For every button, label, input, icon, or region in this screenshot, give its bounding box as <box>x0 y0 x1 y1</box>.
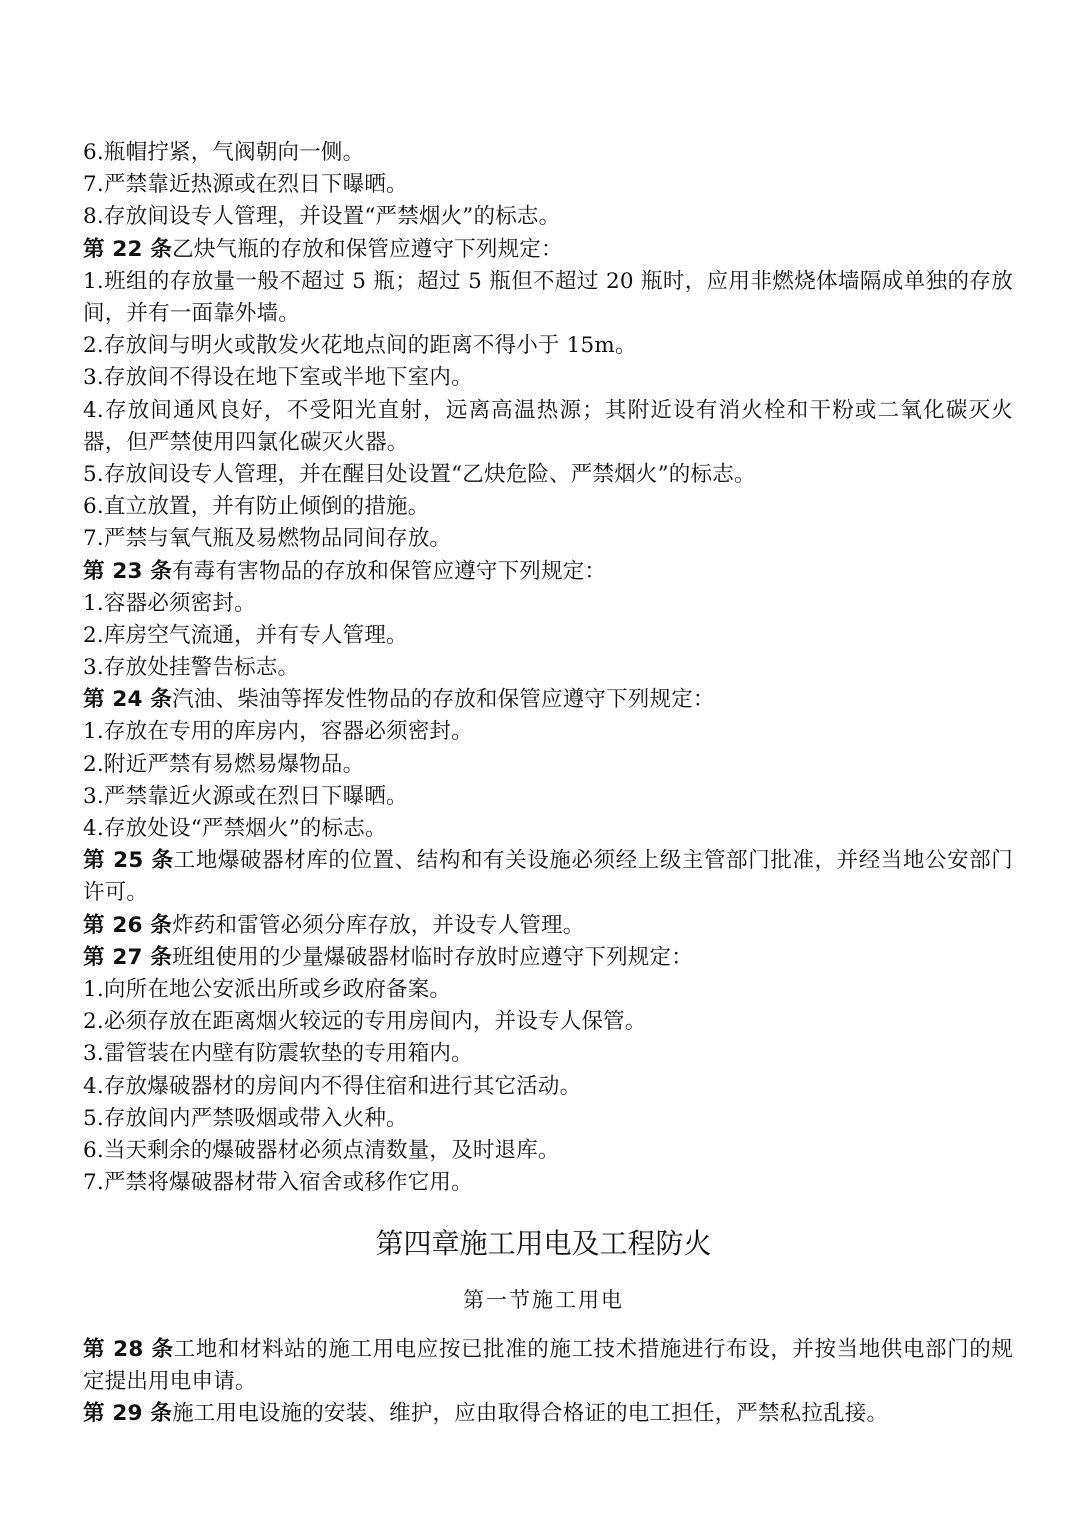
list-item: 6.瓶帽拧紧，气阀朝向一侧。 <box>83 140 365 165</box>
list-item: 5.存放间设专人管理，并在醒目处设置“乙炔危险、严禁烟火”的标志。 <box>83 461 756 487</box>
list-item: 3.严禁靠近火源或在烈日下曝晒。 <box>83 783 408 809</box>
list-item: 3.雷管装在内壁有防震软垫的专用箱内。 <box>83 1041 473 1067</box>
list-item: 6.直立放置，并有防止倾倒的措施。 <box>83 494 430 520</box>
article-heading: 第 27 条班组使用的少量爆破器材临时存放时应遵守下列规定： <box>83 944 693 970</box>
article-number: 第 23 条 <box>83 558 173 584</box>
article-heading: 第 22 条乙炔气瓶的存放和保管应遵守下列规定： <box>83 236 563 262</box>
article-number: 第 22 条 <box>83 236 173 262</box>
list-item: 5.存放间内严禁吸烟或带入火种。 <box>83 1105 408 1131</box>
section-title: 第一节施工用电 <box>463 1288 624 1312</box>
article-list-lower <box>83 1334 1013 1431</box>
list-item: 4.存放爆破器材的房间内不得住宿和进行其它活动。 <box>83 1073 582 1099</box>
list-item: 8.存放间设专人管理，并设置“严禁烟火”的标志。 <box>83 204 561 230</box>
article-heading: 第 26 条炸药和雷管必须分库存放，并设专人管理。 <box>83 912 585 938</box>
article-heading: 第 25 条工地爆破器材库的位置、结构和有关设施必须经上级主管部门批准，并经当地公安部门许可。 <box>83 848 1013 906</box>
article-number: 第 26 条 <box>83 912 173 938</box>
list-item: 1.容器必须密封。 <box>83 590 256 616</box>
list-item: 4.存放处设“严禁烟火”的标志。 <box>83 816 387 841</box>
list-item: 1.班组的存放量一般不超过 5 瓶；超过 5 瓶但不超过 20 瓶时，应用非燃烧体墙隔成单独的存放间，并有一面靠外墙。 <box>83 268 1013 326</box>
list-item: 6.当天剩余的爆破器材必须点清数量，及时退库。 <box>83 1137 560 1163</box>
list-item: 2.存放间与明火或散发火花地点间的距离不得小于 15m。 <box>83 333 637 359</box>
list-item: 1.存放在专用的库房内，容器必须密封。 <box>83 719 473 745</box>
list-item: 3.存放处挂警告标志。 <box>83 655 300 681</box>
article-heading: 第 29 条施工用电设施的安装、维护，应由取得合格证的电工担任，严禁私拉乱接。 <box>83 1401 889 1427</box>
chapter-title: 第四章施工用电及工程防火 <box>375 1227 712 1260</box>
list-item: 7.严禁将爆破器材带入宿舍或移作它用。 <box>83 1170 473 1196</box>
article-number: 第 28 条 <box>83 1337 174 1362</box>
list-item: 1.向所在地公安派出所或乡政府备案。 <box>83 976 452 1002</box>
list-item: 4.存放间通风良好，不受阳光直射，远离高温热源；其附近设有消火栓和干粉或二氧化碳灭火器，但严禁使用四氯化碳灭火器。 <box>83 397 1013 455</box>
list-item: 7.严禁靠近热源或在烈日下曝晒。 <box>83 172 408 198</box>
list-item: 2.库房空气流通，并有专人管理。 <box>83 622 408 648</box>
article-list-upper <box>83 137 1013 1199</box>
article-heading: 第 28 条工地和材料站的施工用电应按已批准的施工技术措施进行布设，并按当地供电部门的规定提出用电申请。 <box>83 1337 1013 1395</box>
article-number: 第 24 条 <box>83 687 173 713</box>
list-item: 7.严禁与氧气瓶及易燃物品同间存放。 <box>83 526 452 552</box>
article-number: 第 27 条 <box>83 944 173 970</box>
list-item: 3.存放间不得设在地下室或半地下室内。 <box>83 365 473 391</box>
article-heading: 第 23 条有毒有害物品的存放和保管应遵守下列规定： <box>83 558 607 584</box>
article-number: 第 29 条 <box>83 1401 173 1427</box>
article-number: 第 25 条 <box>83 848 174 874</box>
article-heading: 第 24 条汽油、柴油等挥发性物品的存放和保管应遵守下列规定： <box>83 687 715 713</box>
list-item: 2.必须存放在距离烟火较远的专用房间内，并设专人保管。 <box>83 1009 647 1035</box>
list-item: 2.附近严禁有易燃易爆物品。 <box>83 751 365 777</box>
